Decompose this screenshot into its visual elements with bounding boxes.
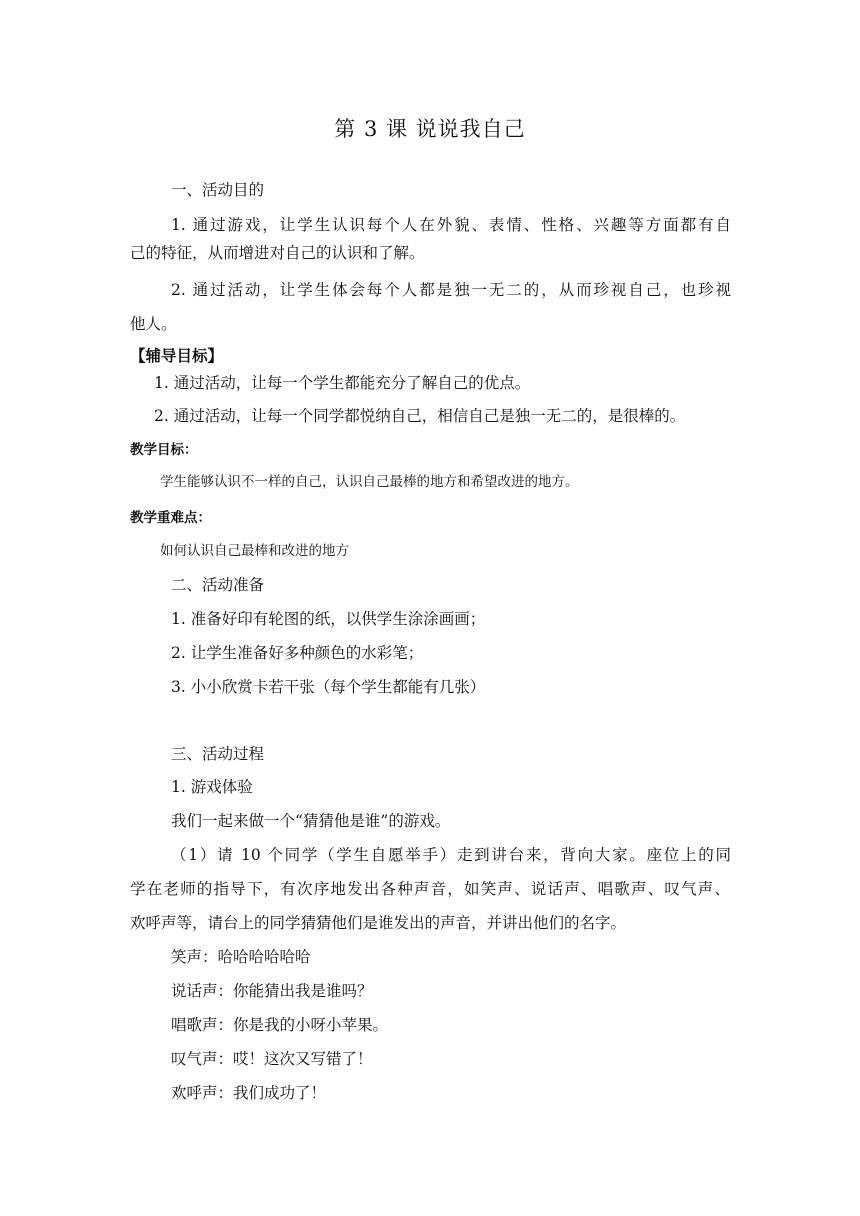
section1-item2-line2: 他人。 xyxy=(130,315,177,333)
section2-item3: 3. 小小欣赏卡若干张（每个学生都能有几张） xyxy=(171,678,486,696)
cheer-sound: 欢呼声：我们成功了！ xyxy=(171,1084,327,1102)
section3-para-line3: 欢呼声等，请台上的同学猜猜他们是谁发出的声音，并讲出他们的名字。 xyxy=(130,914,627,932)
section3-sub1: 1. 游戏体验 xyxy=(171,778,253,796)
section3-para-line2: 学在老师的指导下，有次序地发出各种声音，如笑声、说话声、唱歌声、叹气声、 xyxy=(130,880,730,898)
section1-item1-line1: 1. 通过游戏，让学生认识每个人在外貌、表情、性格、兴趣等方面都有自 xyxy=(171,216,731,234)
page-title: 第 3 课 说说我自己 xyxy=(334,117,526,141)
section1-item1-line2: 己的特征，从而增进对自己的认识和了解。 xyxy=(130,244,425,262)
section1-heading: 一、活动目的 xyxy=(171,181,265,199)
guidance-item2: 2. 通过活动，让每一个同学都悦纳自己，相信自己是独一无二的，是很棒的。 xyxy=(154,407,686,425)
section1-item2-line1: 2. 通过活动，让学生体会每个人都是独一无二的，从而珍视自己，也珍视 xyxy=(171,281,731,299)
section3-heading: 三、活动过程 xyxy=(171,745,265,763)
section3-intro: 我们一起来做一个“猜猜他是谁”的游戏。 xyxy=(171,812,451,830)
section3-para-line1: （1）请 10 个同学（学生自愿举手）走到讲台来，背向大家。座位上的同 xyxy=(171,846,731,864)
key-points-heading: 教学重难点： xyxy=(130,510,211,526)
guidance-heading: 【辅导目标】 xyxy=(130,347,224,365)
section2-heading: 二、活动准备 xyxy=(171,576,265,594)
sigh-sound: 叹气声：哎！这次又写错了！ xyxy=(171,1050,373,1068)
teaching-goal-heading: 教学目标： xyxy=(130,442,198,458)
section2-item1: 1. 准备好印有轮图的纸，以供学生涂涂画画； xyxy=(171,610,486,628)
laugh-sound: 笑声：哈哈哈哈哈哈 xyxy=(171,948,311,966)
guidance-item1: 1. 通过活动，让每一个学生都能充分了解自己的优点。 xyxy=(154,374,531,392)
teaching-goal-text: 学生能够认识不一样的自己，认识自己最棒的地方和希望改进的地方。 xyxy=(160,474,579,490)
key-points-text: 如何认识自己最棒和改进的地方 xyxy=(160,543,349,559)
section2-item2: 2. 让学生准备好多种颜色的水彩笔； xyxy=(171,644,424,662)
sing-sound: 唱歌声：你是我的小呀小苹果。 xyxy=(171,1016,389,1034)
talk-sound: 说话声：你能猜出我是谁吗？ xyxy=(171,982,373,1000)
